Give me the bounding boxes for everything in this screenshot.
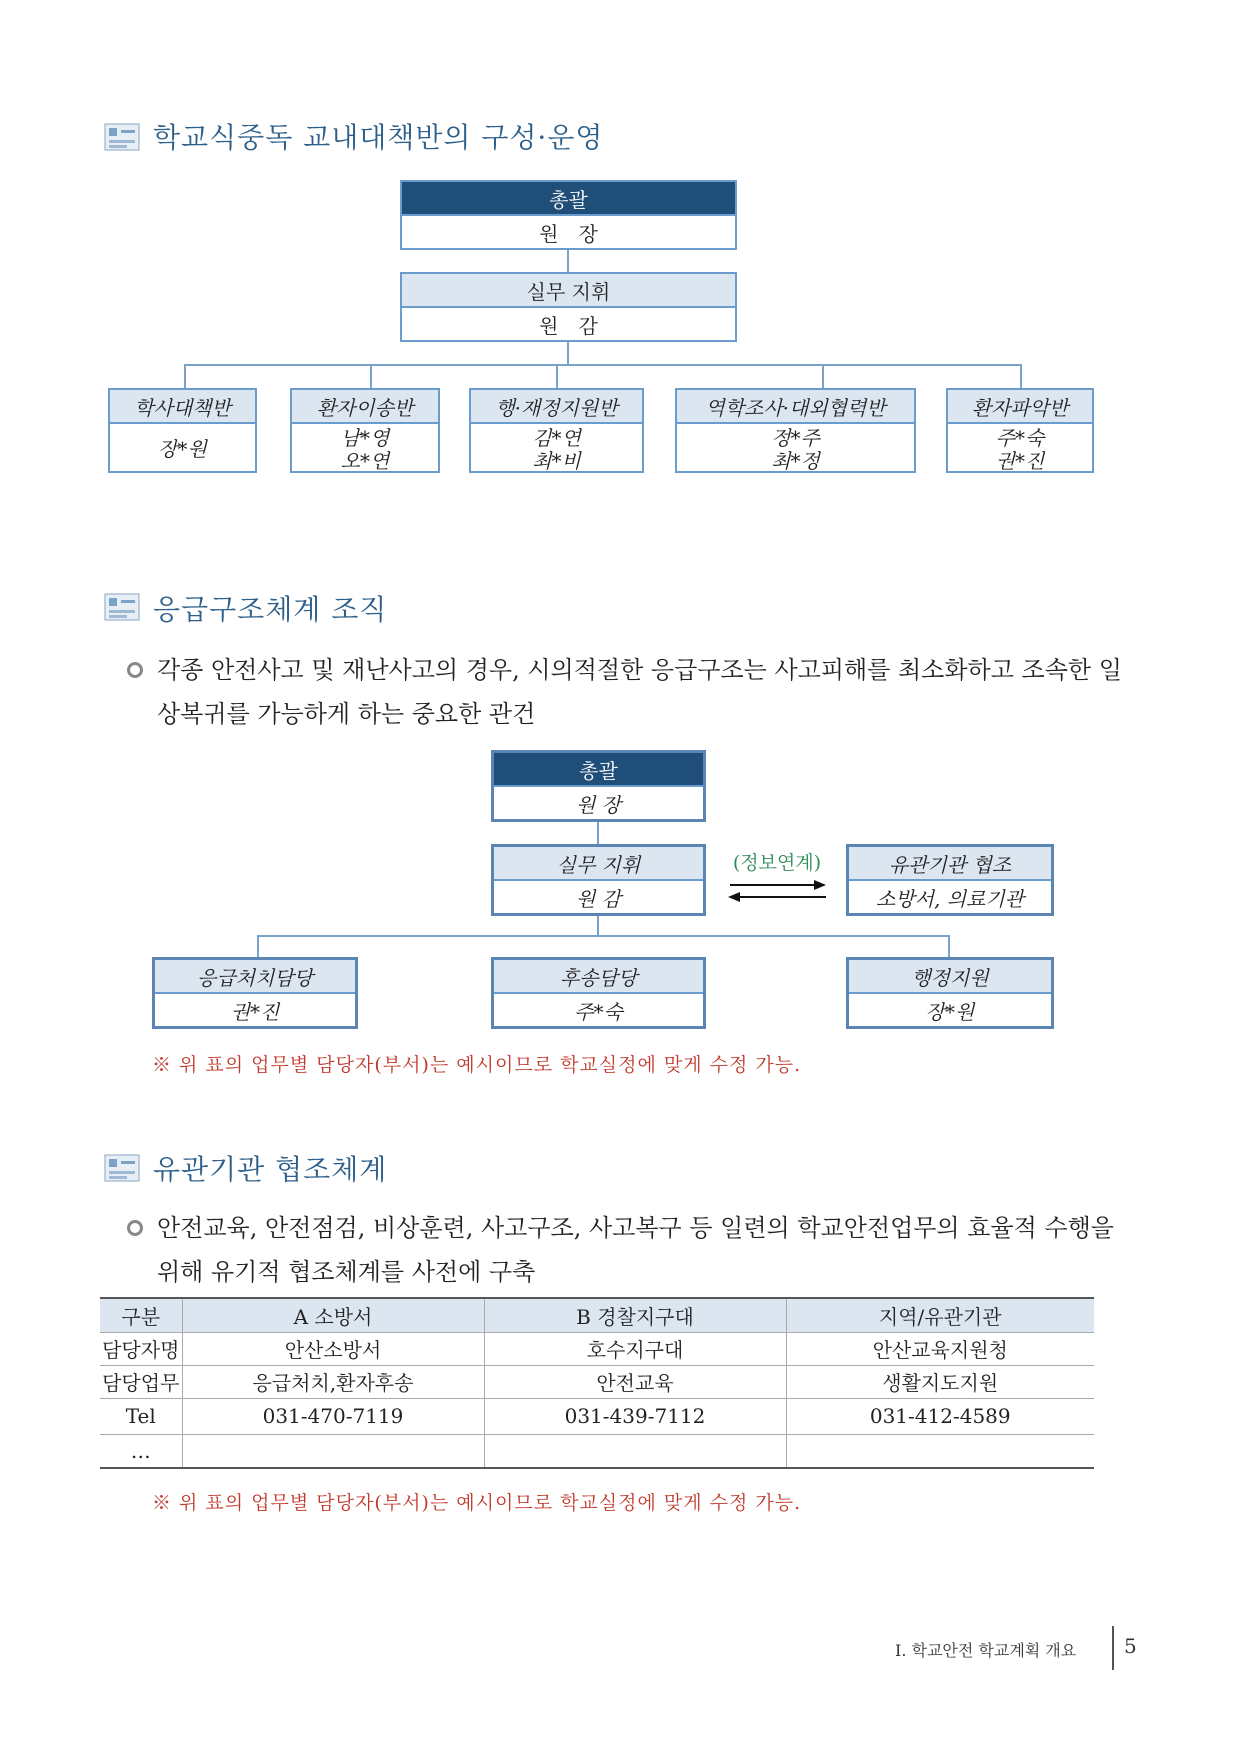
org2-team-title: 후송담당 [494,960,703,994]
note-text: ※ 위 표의 업무별 담당자(부서)는 예시이므로 학교실정에 맞게 수정 가능. [152,1492,802,1514]
org1-branch-line [184,364,1022,366]
org2-top-box [491,750,706,822]
section-title-cooperation: 유관기관 협조체계 [153,1153,388,1186]
org2-connector [257,935,259,957]
section-title-food-poisoning: 학교식중독 교내대책반의 구성·운영 [153,121,604,154]
note-text: ※ 위 표의 업무별 담당자(부서)는 예시이므로 학교실정에 맞게 수정 가능. [152,1054,802,1076]
footer-divider [1112,1626,1114,1670]
org2-team-box [846,957,1054,1029]
org1-team-member: 정*주 [771,425,820,450]
org1-team-member: 주*숙 [995,425,1045,450]
table-header: 지역/유관기관 [786,1298,1094,1332]
org1-connector [370,364,372,388]
org1-team-member: 오*연 [340,449,390,473]
org1-connector [567,342,569,364]
org2-team-person: 주*숙 [574,999,623,1024]
org1-team-box [469,388,644,473]
org2-mid-title: 실무 지휘 [494,847,703,881]
org1-team-title: 환자이송반 [292,390,438,424]
org1-connector [184,364,186,388]
org2-partner-title: 유관기관 협조 [849,847,1051,881]
section-icon [103,590,141,622]
org1-team-member: 장*원 [158,437,207,461]
org2-top-title: 총괄 [494,753,703,787]
org1-connector [556,364,558,388]
table-row [100,1332,1094,1365]
org1-connector [822,364,824,388]
org1-team-member: 권*진 [995,449,1045,473]
org2-team-title: 행정지원 [849,960,1051,994]
org1-team-box [290,388,440,473]
table-row [100,1398,1094,1434]
org2-team-box [491,957,706,1029]
bullet-icon [127,1220,143,1236]
org1-top-box [400,180,737,250]
org1-top-title: 총괄 [402,182,735,216]
table-cell: 안전교육 [484,1365,786,1398]
bullet-icon [127,662,143,678]
bidirectional-arrow-icon [726,876,830,906]
org1-team-title: 학사대책반 [110,390,255,424]
table-cell: Tel [100,1398,182,1434]
org1-connector [1020,364,1022,388]
org1-team-box [946,388,1094,473]
org2-branch-line [257,935,950,937]
org2-team-person: 장*원 [925,999,975,1024]
org1-mid-title: 실무 지휘 [402,274,735,308]
org2-team-title: 응급처치담당 [155,960,355,994]
section-icon [103,120,141,152]
bullet-text: 각종 안전사고 및 재난사고의 경우, 시의적절한 응급구조는 사고피해를 최소화하고 조속한 일상복귀를 가능하게 하는 중요한 관건 [157,656,1122,728]
org1-team-title: 역학조사·대외협력반 [677,390,914,424]
table-cell: 031-439-7112 [484,1398,786,1434]
org2-team-box [152,957,358,1029]
org1-team-member: 최*정 [771,449,820,473]
cooperation-table [100,1297,1094,1469]
table-header: B 경찰지구대 [484,1298,786,1332]
table-cell: … [100,1434,182,1468]
table-cell [786,1434,1094,1468]
org1-team-member: 김*연 [532,425,581,450]
org1-top-person: 원 장 [539,221,598,246]
org2-connector [597,822,599,844]
org2-mid-person: 원 감 [576,886,621,911]
footer-chapter: Ⅰ. 학교안전 학교계획 개요 [895,1641,1077,1660]
org2-partner-box [846,844,1054,916]
org1-mid-person: 원 감 [539,313,598,338]
table-cell: 호수지구대 [484,1332,786,1365]
org1-team-box [675,388,916,473]
table-cell: 담당자명 [100,1332,182,1365]
table-cell: 생활지도지원 [786,1365,1094,1398]
table-cell: 031-412-4589 [786,1398,1094,1434]
org2-top-person: 원 장 [576,792,621,817]
org1-team-title: 환자파악반 [948,390,1092,424]
org1-connector [567,250,569,272]
table-cell [484,1434,786,1468]
table-row [100,1365,1094,1398]
org1-team-title: 행·재정지원반 [471,390,642,424]
table-cell: 담당업무 [100,1365,182,1398]
table-header: A 소방서 [182,1298,484,1332]
table-cell: 응급처치,환자후송 [182,1365,484,1398]
table-cell [182,1434,484,1468]
table-cell: 안산소방서 [182,1332,484,1365]
org2-partner-person: 소방서, 의료기관 [876,886,1024,911]
info-link-label: (정보연계) [732,852,822,874]
section-title-emergency-rescue: 응급구조체계 조직 [153,593,388,626]
table-cell: 안산교육지원청 [786,1332,1094,1365]
org2-mid-box [491,844,706,916]
page-number: 5 [1124,1634,1137,1658]
table-row [100,1434,1094,1468]
table-header: 구분 [100,1298,182,1332]
org2-team-person: 권*진 [230,999,280,1024]
section-icon [103,1151,141,1183]
org2-connector [597,916,599,936]
table-cell: 031-470-7119 [182,1398,484,1434]
org1-mid-box [400,272,737,342]
org1-team-member: 남*영 [340,425,390,450]
org2-connector [948,935,950,957]
org1-team-member: 최*비 [532,449,581,473]
org1-team-box [108,388,257,473]
bullet-text: 안전교육, 안전점검, 비상훈련, 사고구조, 사고복구 등 일련의 학교안전업무의 효율적 수행을 위해 유기적 협조체계를 사전에 구축 [157,1214,1114,1286]
